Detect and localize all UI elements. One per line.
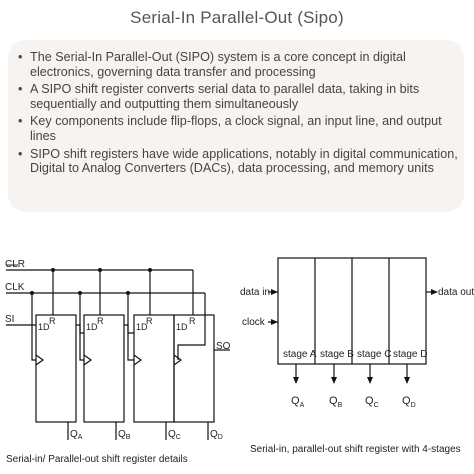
stage-c-label: stage C [357, 349, 392, 360]
ff-r-label: R [97, 316, 104, 326]
bullet-item: • SIPO shift registers have wide applications, notably in digital communication, Digital to Analog Converters (DACs), data processing, and memory units [18, 147, 458, 176]
bullet-item: • The Serial-In Parallel-Out (SIPO) system is a core concept in digital electronics, governing data transfer and processing [18, 50, 458, 79]
output-qa-label: $Q_A$ [70, 429, 83, 441]
output-qd-label: $Q_D$ [210, 429, 223, 441]
output-qc-label: $Q_C$ [365, 395, 379, 409]
clock-input-a [36, 355, 43, 365]
clock-input-b [84, 355, 91, 365]
right-diagram [268, 258, 436, 382]
junction-dots [30, 268, 152, 295]
output-qb-label: $Q_B$ [118, 429, 131, 441]
page-title: Serial-In Parallel-Out (Sipo) [130, 8, 344, 27]
clk-label: CLK [5, 282, 25, 293]
output-qb-label: $Q_B$ [329, 395, 343, 409]
ff-r-label: R [49, 316, 56, 326]
ff-r-label: R [146, 316, 153, 326]
output-qc-label: $Q_C$ [168, 429, 181, 441]
clock-input-c [134, 355, 141, 365]
stage-d-label: stage D [393, 349, 428, 360]
stage-a-label: stage A [283, 349, 317, 360]
data-in-label: data in [240, 287, 271, 298]
clock-label: clock [242, 317, 265, 328]
left-diagram [6, 265, 230, 440]
ff-d-label: 1D [38, 322, 50, 332]
ff-d-label: 1D [86, 322, 98, 332]
data-out-label: data out [438, 287, 474, 298]
output-qa-label: $Q_A$ [291, 395, 305, 409]
ff-d-label: 1D [176, 322, 188, 332]
clr-label: CLR [5, 259, 26, 270]
left-diagram-caption: Serial-in/ Parallel-out shift register details [6, 454, 188, 465]
si-label: SI [5, 314, 15, 325]
so-label: SO [216, 341, 231, 352]
ff-r-label: R [189, 316, 196, 326]
ff-d-label: 1D [136, 322, 148, 332]
bullet-item: • A SIPO shift register converts serial data to parallel data, taking in bits sequentially and outputting them simultaneously [18, 82, 458, 111]
stage-b-label: stage B [320, 349, 354, 360]
output-qd-label: $Q_D$ [402, 395, 416, 409]
right-diagram-caption: Serial-in, parallel-out shift register with 4-stages [250, 444, 461, 455]
bullet-item: • Key components include flip-flops, a clock signal, an input line, and output lines [18, 114, 458, 143]
